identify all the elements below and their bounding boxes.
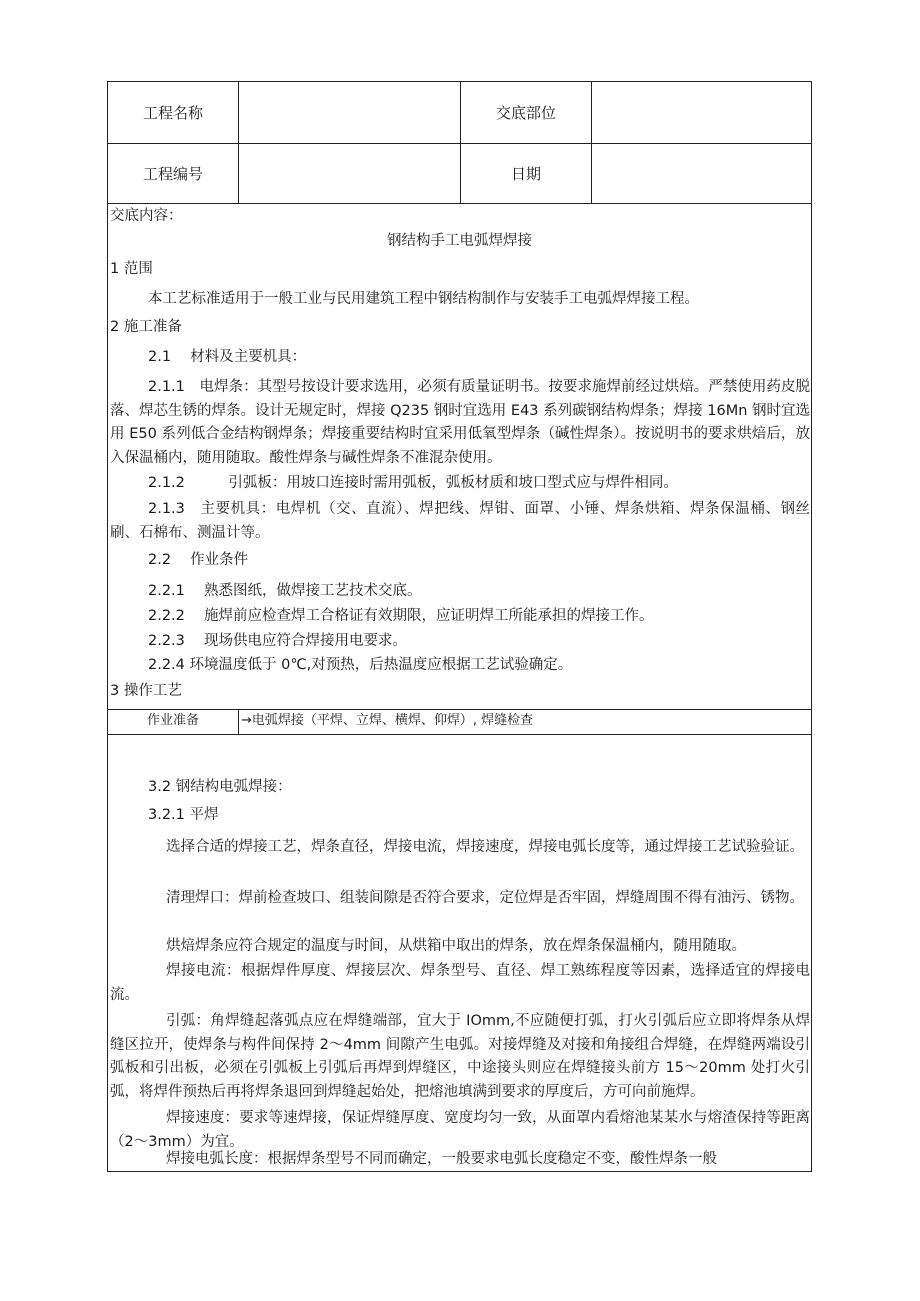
disclosure-part-label: 交底部位 bbox=[495, 104, 556, 122]
section-1-text: 本工艺标准适用于一般工业与民用建筑工程中钢结构制作与安装手工电弧焊焊接工程。 bbox=[148, 291, 699, 307]
paragraph-arc-length: 焊接电弧长度：根据焊条型号不同而确定，一般要求电弧长度稳定不变，酸性焊条一般 bbox=[166, 1151, 717, 1167]
section-2-1-3: 2.1.3 主要机具：电焊机（交、直流）、焊把线、焊钳、面罩、小锤、焊条烘箱、焊条保温桶、钢丝刷、石棉布、测温计等。 bbox=[110, 501, 810, 541]
section-2-2: 2.2 作业条件 bbox=[148, 552, 249, 568]
section-2-1-2: 2.1.2 引弧板：用坡口连接时需用弧板，弧板材质和坡口型式应与焊件相同。 bbox=[148, 475, 678, 491]
section-3-2: 3.2 钢结构电弧焊接： bbox=[148, 779, 292, 795]
paragraph-welding-process: 选择合适的焊接工艺，焊条直径，焊接电流，焊接速度，焊接电弧长度等，通过焊接工艺试验验证。 bbox=[166, 839, 804, 855]
project-name-label: 工程名称 bbox=[142, 104, 203, 122]
project-number-label: 工程编号 bbox=[142, 165, 203, 183]
paragraph-welding-speed: 焊接速度：要求等速焊接，保证焊缝厚度、宽度均匀一致，从面罩内看熔池某某水与熔渣保持等距离（2～3mm）为宜。 bbox=[110, 1110, 810, 1150]
flow-row-divider bbox=[238, 709, 239, 734]
flow-step-sequence: →电弧焊接（平焊、立焊、横焊、仰焊）, 焊缝检查 bbox=[241, 713, 534, 728]
flow-step-label: 作业准备 bbox=[146, 713, 199, 728]
header-bottom-line bbox=[108, 203, 811, 204]
flow-row-bottom-line bbox=[108, 734, 811, 735]
paragraph-welding-current: 焊接电流：根据焊件厚度、焊接层次、焊条型号、直径、焊工熟练程度等因素，选择适宜的焊接电流。 bbox=[110, 963, 810, 1003]
header-col-divider-3 bbox=[591, 82, 592, 203]
document-frame bbox=[107, 81, 812, 1172]
content-label: 交底内容： bbox=[110, 208, 183, 224]
header-col-divider-2 bbox=[460, 82, 461, 203]
section-2-1: 2.1 材料及主要机具： bbox=[148, 349, 307, 365]
section-2-2-4: 2.2.4 环境温度低于 0℃,对预热，后热温度应根据工艺试验确定。 bbox=[148, 657, 573, 673]
header-col-divider-1 bbox=[238, 82, 239, 203]
date-label: 日期 bbox=[510, 165, 541, 183]
section-2-heading: 2 施工准备 bbox=[110, 319, 182, 335]
flow-row-top-line bbox=[108, 709, 811, 710]
section-1-heading: 1 范围 bbox=[110, 261, 153, 277]
document-title: 钢结构手工电弧焊焊接 bbox=[387, 233, 532, 249]
section-3-heading: 3 操作工艺 bbox=[110, 683, 182, 699]
section-3-2-1: 3.2.1 平焊 bbox=[148, 807, 219, 823]
section-2-1-1: 2.1.1 电焊条：其型号按设计要求选用，必须有质量证明书。按要求施焊前经过烘焙。严禁使用药皮脱落、焊芯生锈的焊条。设计无规定时，焊接 Q235 钢时宜选用 E43 系列碳钢结构焊条；焊接 16Mn 钢时宜选用 E50 系列低合金结构钢焊条；焊接重要结构时宜采用低氧型焊条（碱性焊条）。按说明书的要求烘焙后，放入保温桶内，随用随取。酸性焊条与碱性焊条不准混杂使用。 bbox=[110, 379, 811, 466]
paragraph-clean-joint: 清理焊口：焊前检查坡口、组装间隙是否符合要求，定位焊是否牢固，焊缝周围不得有油污、锈物。 bbox=[166, 890, 804, 906]
section-2-2-1: 2.2.1 熟悉图纸，做焊接工艺技术交底。 bbox=[148, 583, 422, 599]
section-2-2-2: 2.2.2 施焊前应检查焊工合格证有效期限，应证明焊工所能承担的焊接工作。 bbox=[148, 608, 654, 624]
section-2-2-3: 2.2.3 现场供电应符合焊接用电要求。 bbox=[148, 633, 408, 649]
paragraph-bake-electrode: 烘焙焊条应符合规定的温度与时间，从烘箱中取出的焊条，放在焊条保温桶内，随用随取。 bbox=[166, 938, 746, 954]
paragraph-arc-striking: 引弧：角焊缝起落弧点应在焊缝端部，宜大于 IOmm,不应随便打弧，打火引弧后应立即将焊条从焊缝区拉开，使焊条与构件间保持 2～4mm 间隙产生电弧。对接焊缝及对接和角接组合焊缝，在焊缝两端设引弧板和引出板，必须在引弧板上引弧后再焊到焊缝区，中途接头则应在焊缝接头前方 15～20mm 处打火引弧，将焊件预热后再将焊条退回到焊缝起始处，把熔池填满到要求的厚度后，方可向前施焊。 bbox=[110, 1013, 810, 1100]
